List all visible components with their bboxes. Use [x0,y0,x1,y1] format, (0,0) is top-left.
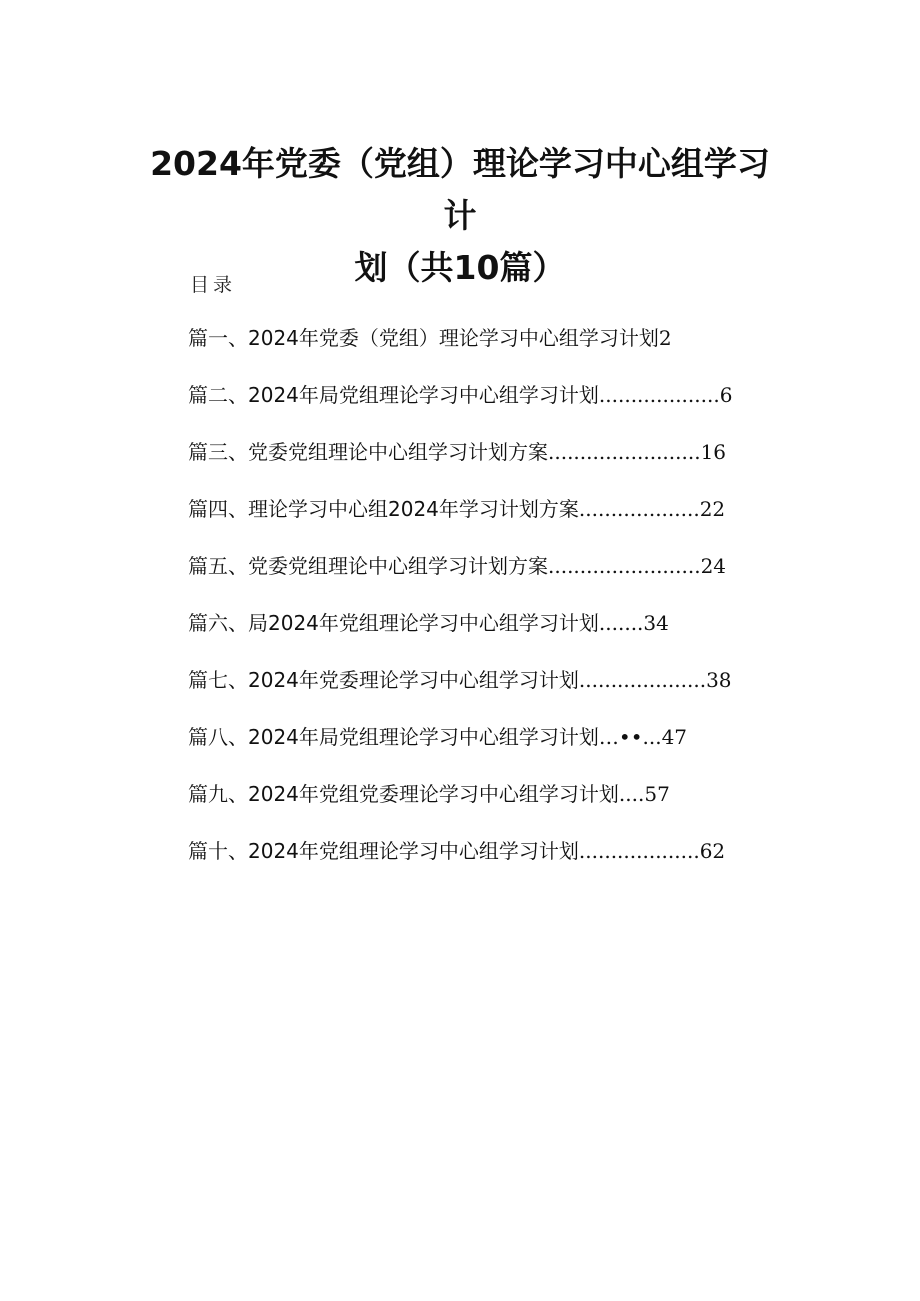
toc-page-number: 34 [643,611,669,635]
toc-entry-title: 篇八、2024年局党组理论学习中心组学习计划 [188,725,599,749]
toc-leader-dots: ................... [598,383,720,407]
toc-entry-10[interactable] [188,833,788,890]
toc-leader-dots: ....... [598,611,644,635]
toc-heading: 目录 [190,274,237,296]
toc-page-number: 57 [644,782,670,806]
toc-entry-9[interactable] [188,776,788,833]
toc-entry-3[interactable] [188,434,788,491]
toc-page-number: 24 [700,554,727,578]
toc-leader-dots: …••... [598,725,662,749]
title-line-2: 划（共10篇） [354,248,566,287]
toc-entry-4[interactable] [188,491,788,548]
toc-entry-title: 篇十、2024年党组理论学习中心组学习计划 [188,839,579,863]
toc-entry-5[interactable] [188,548,788,605]
toc-entry-2[interactable] [188,377,788,434]
toc-page-number: 16 [700,440,727,464]
toc-entry-6[interactable] [188,605,788,662]
toc-entry-title: 篇一、2024年党委（党组）理论学习中心组学习计划 [188,326,659,350]
toc-leader-dots: .................... [578,668,707,692]
toc-leader-dots: .... [618,782,645,806]
toc-page-number: 6 [719,383,733,407]
toc-entry-title: 篇七、2024年党委理论学习中心组学习计划 [188,668,579,692]
table-of-contents [188,320,788,890]
toc-leader-dots: ................... [578,497,700,521]
toc-leader-dots: ................... [578,839,700,863]
toc-leader-dots: ........................ [548,440,701,464]
toc-entry-title: 篇三、党委党组理论中心组学习计划方案 [188,440,548,464]
title-line-1: 2024年党委（党组）理论学习中心组学习计 [150,144,770,235]
toc-entry-title: 篇四、理论学习中心组2024年学习计划方案 [188,497,579,521]
toc-entry-1[interactable] [188,320,788,377]
toc-page-number: 22 [699,497,726,521]
toc-entry-title: 篇二、2024年局党组理论学习中心组学习计划 [188,383,599,407]
toc-page-number: 62 [699,839,726,863]
toc-page-number: 47 [661,725,688,749]
toc-entry-8[interactable] [188,719,788,776]
toc-leader-dots: ........................ [548,554,701,578]
toc-entry-title: 篇九、2024年党组党委理论学习中心组学习计划 [188,782,619,806]
toc-page-number: 38 [706,668,732,692]
toc-entry-title: 篇六、局2024年党组理论学习中心组学习计划 [188,611,599,635]
toc-entry-7[interactable] [188,662,788,719]
toc-page-number: 2 [658,326,672,350]
toc-entry-title: 篇五、党委党组理论中心组学习计划方案 [188,554,548,578]
